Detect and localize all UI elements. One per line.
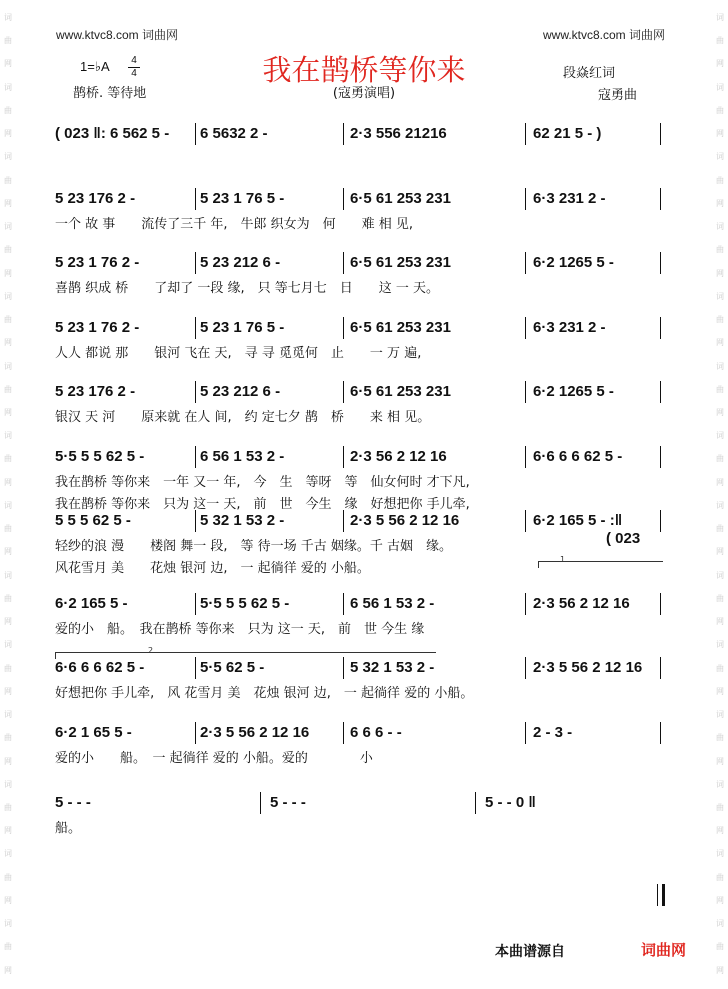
watermark-glyph: 网: [4, 477, 12, 487]
watermark-glyph: 网: [4, 547, 12, 557]
watermark-glyph: 曲: [4, 315, 12, 325]
measure: 5 23 1 76 2 -: [55, 254, 140, 271]
watermark-glyph: 词: [716, 710, 724, 720]
watermark-glyph: 词: [716, 640, 724, 650]
watermark-glyph: 词: [4, 361, 12, 371]
watermark-glyph: 词: [716, 82, 724, 92]
watermark-glyph: 词: [4, 431, 12, 441]
watermark-glyph: 曲: [716, 105, 724, 115]
lyric-line: 风花雪月 美 花烛 银河 边, 一 起徜徉 爱的 小船。: [55, 561, 370, 576]
barline: [343, 123, 344, 145]
watermark-glyph: 曲: [4, 175, 12, 185]
watermark-glyph: 词: [4, 291, 12, 301]
lyric-line: 爱的小 船。 我在鹊桥 等你来 只为 这一 天, 前 世 今生 缘: [55, 622, 425, 637]
time-top: 4: [131, 55, 137, 66]
notation-line: [55, 719, 663, 747]
measure: 5 23 212 6 -: [200, 383, 281, 400]
watermark-glyph: 网: [4, 129, 12, 139]
barline: [343, 446, 344, 468]
watermark-glyph: 词: [716, 13, 724, 22]
barline: [260, 792, 261, 814]
singer-credit: (寇勇演唱): [332, 86, 396, 101]
measure: 5 5 5 62 5 -: [55, 512, 131, 529]
watermark-glyph: 曲: [4, 942, 12, 952]
barline: [343, 657, 344, 679]
lyric-line: 好想把你 手儿牵, 风 花雪月 美 花烛 银河 边, 一 起徜徉 爱的 小船。: [55, 686, 474, 701]
measure: 5 32 1 53 2 -: [200, 512, 285, 529]
watermark-glyph: 网: [716, 756, 724, 766]
barline: [343, 188, 344, 210]
watermark-glyph: 词: [716, 222, 724, 232]
watermark-glyph: 网: [716, 826, 724, 836]
barline: [525, 252, 526, 274]
watermark-glyph: 曲: [716, 175, 724, 185]
measure: 6·2 1265 5 -: [533, 383, 614, 400]
barline: [525, 446, 526, 468]
measure: 5 23 1 76 5 -: [200, 190, 285, 207]
barline: [195, 381, 196, 403]
measure: 62 21 5 - ): [533, 125, 602, 142]
watermark-glyph: 曲: [4, 872, 12, 882]
watermark-glyph: 词: [4, 222, 12, 232]
composer-credit: 寇勇曲: [598, 88, 638, 103]
tempo-marking: 鹊桥. 等待地: [73, 86, 147, 101]
watermark-glyph: 网: [716, 965, 724, 975]
barline: [660, 722, 661, 744]
final-barline: [657, 884, 665, 906]
barline: [525, 317, 526, 339]
barline: [525, 593, 526, 615]
measure: 6·5 61 253 231: [350, 319, 451, 336]
notation-line: [55, 507, 663, 535]
measure: 5 - - -: [270, 794, 306, 811]
barline: [525, 657, 526, 679]
measure: 6 56 1 53 2 -: [350, 595, 435, 612]
measure: 6·6 6 6 62 5 -: [55, 659, 145, 676]
watermark-glyph: 曲: [4, 524, 12, 534]
watermark-glyph: 曲: [716, 36, 724, 46]
watermark-glyph: 网: [4, 407, 12, 417]
watermark-glyph: 词: [716, 152, 724, 162]
measure: 5 32 1 53 2 -: [350, 659, 435, 676]
barline: [660, 188, 661, 210]
lyric-line: 爱的小 船。 一 起徜徉 爱的 小船。爱的 小: [55, 751, 373, 766]
measure: 2·3 5 56 2 12 16: [350, 512, 460, 529]
watermark-glyph: 网: [716, 59, 724, 69]
measure: 5 23 212 6 -: [200, 254, 281, 271]
measure: 6·2 1 65 5 -: [55, 724, 132, 741]
notation-line: [55, 789, 663, 817]
watermark-glyph: 网: [4, 338, 12, 348]
watermark-glyph: 曲: [716, 942, 724, 952]
volta-2-label: 2: [148, 646, 154, 655]
watermark-left: [0, 0, 16, 989]
watermark-glyph: 网: [716, 268, 724, 278]
watermark-glyph: 曲: [716, 384, 724, 394]
barline: [343, 381, 344, 403]
watermark-glyph: 曲: [716, 593, 724, 603]
watermark-glyph: 词: [716, 570, 724, 580]
barline: [660, 123, 661, 145]
measure: 6 5632 2 -: [200, 125, 268, 142]
lyric-line: 银汉 天 河 原来就 在人 间, 约 定七夕 鹊 桥 来 相 见。: [55, 410, 431, 425]
watermark-glyph: 词: [716, 361, 724, 371]
watermark-glyph: 曲: [716, 245, 724, 255]
barline: [525, 381, 526, 403]
volta-1-bracket: [538, 561, 663, 568]
repeat-pickup: ( 023: [606, 530, 641, 547]
measure: 6·5 61 253 231: [350, 254, 451, 271]
watermark-glyph: 词: [4, 13, 12, 22]
barline: [525, 722, 526, 744]
notation-line: [55, 590, 663, 618]
barline: [195, 252, 196, 274]
volta-2-bracket: [55, 652, 436, 659]
watermark-glyph: 曲: [716, 524, 724, 534]
notation-line: [55, 314, 663, 342]
barline: [195, 510, 196, 532]
measure: 5 23 176 2 -: [55, 190, 136, 207]
watermark-glyph: 词: [716, 919, 724, 929]
watermark-glyph: 网: [716, 477, 724, 487]
watermark-glyph: 词: [716, 779, 724, 789]
barline: [660, 381, 661, 403]
barline: [195, 188, 196, 210]
watermark-glyph: 词: [716, 291, 724, 301]
watermark-glyph: 网: [4, 826, 12, 836]
watermark-glyph: 网: [4, 617, 12, 627]
watermark-glyph: 曲: [4, 384, 12, 394]
watermark-glyph: 曲: [4, 802, 12, 812]
watermark-glyph: 网: [4, 895, 12, 905]
watermark-glyph: 曲: [4, 245, 12, 255]
watermark-glyph: 词: [4, 779, 12, 789]
barline: [660, 510, 661, 532]
measure: 6·3 231 2 -: [533, 319, 606, 336]
measure: 6·2 165 5 - :‖: [533, 512, 623, 529]
lyric-line: 一个 故 事 流传了三千 年, 牛郎 织女为 何 难 相 见,: [55, 217, 414, 232]
watermark-glyph: 曲: [4, 454, 12, 464]
watermark-glyph: 词: [4, 919, 12, 929]
barline: [525, 123, 526, 145]
notation-line: [55, 120, 663, 148]
watermark-glyph: 词: [4, 500, 12, 510]
barline: [195, 317, 196, 339]
measure: 5 23 1 76 5 -: [200, 319, 285, 336]
lyric-line: 喜鹊 织成 桥 了却了 一段 缘, 只 等七月七 日 这 一 天。: [55, 281, 440, 296]
measure: 5 - - -: [55, 794, 91, 811]
measure: 2·3 56 2 12 16: [350, 448, 447, 465]
time-bottom: 4: [131, 68, 137, 79]
measure: 5 - - 0 ‖: [485, 794, 536, 811]
lyric-line: 我在鹊桥 等你来 一年 又一 年, 今 生 等呀 等 仙女何时 才下凡,: [55, 475, 470, 490]
measure: 2·3 56 2 12 16: [533, 595, 630, 612]
lyric-line: 船。: [55, 821, 82, 836]
site-logo[interactable]: 词曲网: [641, 941, 687, 959]
watermark-right: [712, 0, 728, 989]
barline: [660, 252, 661, 274]
watermark-glyph: 曲: [4, 36, 12, 46]
barline: [343, 593, 344, 615]
notation-line: [55, 378, 663, 406]
watermark-glyph: 曲: [4, 105, 12, 115]
watermark-glyph: 词: [4, 849, 12, 859]
watermark-glyph: 词: [716, 500, 724, 510]
measure: 5 23 1 76 2 -: [55, 319, 140, 336]
measure: 5·5 62 5 -: [200, 659, 265, 676]
measure: 6·6 6 6 62 5 -: [533, 448, 623, 465]
watermark-glyph: 词: [4, 570, 12, 580]
watermark-glyph: 网: [716, 407, 724, 417]
key-signature: 1=♭A: [80, 59, 110, 74]
site-url-right[interactable]: www.ktvc8.com 词曲网: [543, 28, 666, 42]
measure: 6·3 231 2 -: [533, 190, 606, 207]
watermark-glyph: 曲: [716, 454, 724, 464]
watermark-glyph: 网: [716, 547, 724, 557]
measure: 5·5 5 5 62 5 -: [200, 595, 290, 612]
barline: [660, 593, 661, 615]
watermark-glyph: 网: [4, 59, 12, 69]
barline: [660, 657, 661, 679]
watermark-glyph: 网: [4, 268, 12, 278]
measure: 6 56 1 53 2 -: [200, 448, 285, 465]
measure: 2·3 5 56 2 12 16: [533, 659, 643, 676]
watermark-glyph: 词: [4, 640, 12, 650]
watermark-glyph: 网: [4, 686, 12, 696]
watermark-glyph: 曲: [4, 663, 12, 673]
song-title: 我在鹊桥等你来: [262, 53, 466, 87]
measure: 6·2 1265 5 -: [533, 254, 614, 271]
watermark-glyph: 曲: [716, 802, 724, 812]
barline: [660, 446, 661, 468]
measure: 5 23 176 2 -: [55, 383, 136, 400]
barline: [195, 722, 196, 744]
notation-line: [55, 185, 663, 213]
volta-1-label: 1: [560, 555, 566, 564]
measure: 6·2 165 5 -: [55, 595, 128, 612]
watermark-glyph: 网: [716, 617, 724, 627]
measure: 6·5 61 253 231: [350, 383, 451, 400]
barline: [475, 792, 476, 814]
watermark-glyph: 词: [716, 849, 724, 859]
watermark-glyph: 网: [4, 756, 12, 766]
lyric-line: 人人 都说 那 银河 飞在 天, 寻 寻 觅觅何 止 一 万 遍,: [55, 346, 422, 361]
measure: 6·5 61 253 231: [350, 190, 451, 207]
barline: [525, 510, 526, 532]
watermark-glyph: 词: [4, 152, 12, 162]
watermark-glyph: 曲: [716, 315, 724, 325]
measure: 2·3 5 56 2 12 16: [200, 724, 310, 741]
barline: [525, 188, 526, 210]
watermark-glyph: 曲: [716, 663, 724, 673]
watermark-glyph: 曲: [716, 733, 724, 743]
watermark-glyph: 曲: [4, 593, 12, 603]
measure: 5·5 5 5 62 5 -: [55, 448, 145, 465]
watermark-glyph: 网: [716, 895, 724, 905]
watermark-glyph: 词: [4, 82, 12, 92]
watermark-glyph: 词: [4, 710, 12, 720]
notation-line: [55, 443, 663, 471]
watermark-glyph: 网: [4, 198, 12, 208]
measure: 2 - 3 -: [533, 724, 573, 741]
watermark-glyph: 曲: [4, 733, 12, 743]
lyric-line: 我在鹊桥 等你来 只为 这一 天, 前 世 今生 缘 好想把你 手儿牵,: [55, 497, 470, 512]
barline: [343, 722, 344, 744]
notation-line: [55, 249, 663, 277]
barline: [343, 510, 344, 532]
barline: [660, 317, 661, 339]
watermark-glyph: 网: [716, 198, 724, 208]
watermark-glyph: 网: [716, 338, 724, 348]
site-url-left[interactable]: www.ktvc8.com 词曲网: [56, 28, 179, 42]
lyricist-credit: 段焱红词: [563, 66, 616, 81]
barline: [195, 446, 196, 468]
barline: [343, 252, 344, 274]
measure: 6 6 6 - -: [350, 724, 402, 741]
measure: ( 023 ‖: 6 562 5 -: [55, 125, 170, 142]
lyric-line: 轻纱的浪 漫 楼阁 舞一 段, 等 待一场 千古 姻缘。千 古姻 缘。: [55, 539, 453, 554]
watermark-glyph: 网: [716, 686, 724, 696]
barline: [343, 317, 344, 339]
barline: [195, 123, 196, 145]
barline: [195, 593, 196, 615]
time-signature: [128, 56, 140, 79]
watermark-glyph: 网: [4, 965, 12, 975]
watermark-glyph: 曲: [716, 872, 724, 882]
measure: 2·3 556 21216: [350, 125, 447, 142]
barline: [195, 657, 196, 679]
watermark-glyph: 词: [716, 431, 724, 441]
watermark-glyph: 网: [716, 129, 724, 139]
source-label: 本曲谱源自: [495, 944, 565, 960]
